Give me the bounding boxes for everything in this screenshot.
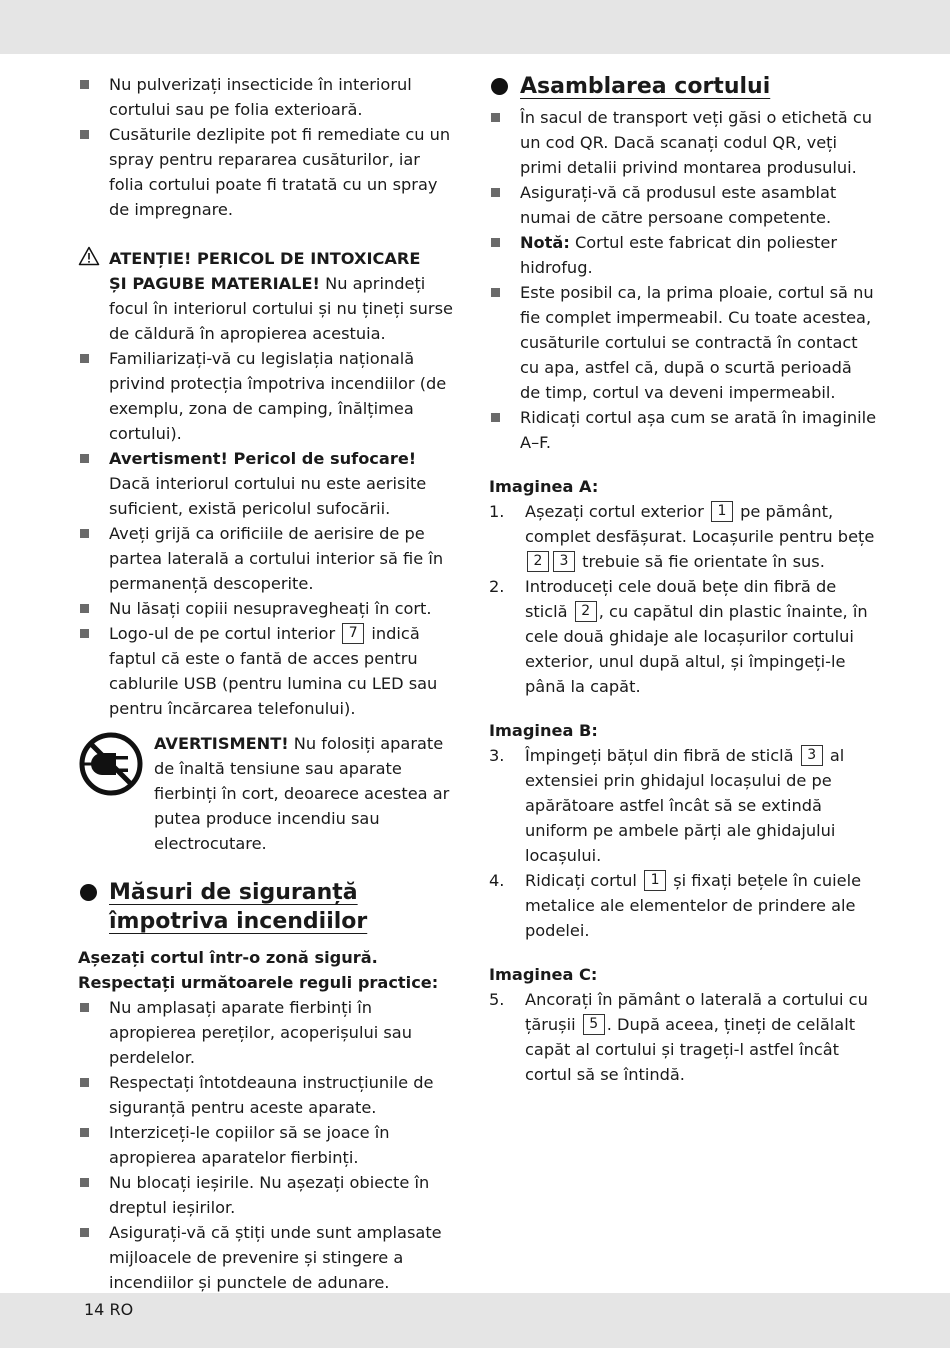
- step-item: [489, 574, 877, 699]
- item-text: Logo-ul de pe cortul interior: [109, 624, 341, 643]
- part-reference-box: 1: [644, 870, 666, 891]
- part-reference-box: 5: [583, 1014, 605, 1035]
- safety-bullet-list: [78, 346, 458, 721]
- image-a-steps: [489, 499, 877, 699]
- step-item: [489, 499, 877, 574]
- list-item: Asigurați-vă că știți unde sunt amplasate mijloacele de prevenire și stingere a incendiilor și punctele de adunare.: [78, 1220, 458, 1295]
- section-dot-icon: [80, 884, 97, 901]
- suffocation-warning-title: Avertisment! Pericol de sufocare!: [109, 449, 417, 468]
- image-c-steps: [489, 987, 877, 1087]
- fire-rules-list: [78, 995, 458, 1295]
- electric-warning-text: Nu folosiți aparate de înaltă tensiune sau aparate fierbinți în cort, deoarece acestea ar putea produce incendiu sau electrocutare.: [154, 734, 450, 853]
- step-text: trebuie să fie orientate în sus.: [577, 552, 825, 571]
- step-item: [489, 743, 877, 868]
- page-footer-band: [0, 1293, 950, 1348]
- part-reference-box: 7: [342, 623, 364, 644]
- list-item: Familiarizați-vă cu legislația națională privind protecția împotriva incendiilor (de exemplu, zona de camping, înălțimea cortului).: [78, 346, 458, 446]
- image-c-heading: Imaginea C:: [489, 965, 598, 984]
- step-text: și fixați bețele în cuiele metalice ale elementelor de prindere ale podelei.: [525, 871, 862, 940]
- list-item: În sacul de transport veți găsi o etichetă cu un cod QR. Dacă scanați codul QR, veți primi detalii privind montarea produsului.: [489, 105, 877, 180]
- suffocation-warning-text: Dacă interiorul cortului nu este aerisite suficient, există pericolul sufocării.: [109, 474, 427, 518]
- step-item: [489, 868, 877, 943]
- warning-triangle-icon: [78, 246, 100, 266]
- warning-intoxication: [78, 246, 458, 346]
- part-reference-box: 1: [711, 501, 733, 522]
- part-reference-box: 2: [527, 551, 549, 572]
- list-item: Nu amplasați aparate fierbinți în apropierea pereților, acoperișului sau perdelelor.: [78, 995, 458, 1070]
- section-title-line2: împotriva incendiilor: [109, 909, 368, 934]
- step-item: [489, 987, 877, 1087]
- subheading: Așezați cortul într-o zonă sigură.: [78, 948, 378, 967]
- warning-electric: [78, 731, 458, 856]
- warning-title-line1: ATENȚIE! PERICOL DE INTOXICARE: [109, 249, 421, 268]
- step-text: Așezați cortul exterior: [525, 502, 709, 521]
- step-text: Împingeți bățul din fibră de sticlă: [525, 746, 799, 765]
- part-reference-box: 2: [575, 601, 597, 622]
- list-item: [78, 621, 458, 721]
- image-a-heading: Imaginea A:: [489, 477, 599, 496]
- right-column: [489, 72, 877, 1087]
- page-number: 14 RO: [84, 1300, 134, 1319]
- section-title-line1: Măsuri de siguranță: [109, 880, 358, 905]
- section-title: Asamblarea cortului: [520, 74, 771, 99]
- list-item: Nu blocați ieșirile. Nu așezați obiecte în dreptul ieșirilor.: [78, 1170, 458, 1220]
- intro-bullet-list: [78, 72, 458, 222]
- warning-text: Nu aprindeți focul în interiorul cortului și nu țineți surse de căldură în apropierea acestuia.: [109, 274, 453, 343]
- warning-title-line2: ȘI PAGUBE MATERIALE!: [109, 274, 320, 293]
- step-text: Ancorați în pământ o laterală a cortului cu țărușii: [525, 990, 868, 1034]
- list-item: Este posibil ca, la prima ploaie, cortul să nu fie complet impermeabil. Cu toate acestea, cusăturile cortului se contractă în contact cu apa, astfel că, după o scurtă perioadă de timp, cortul va deveni impermeabil.: [489, 280, 877, 405]
- section-heading-fire-safety: [78, 878, 458, 936]
- part-reference-box: 3: [801, 745, 823, 766]
- step-text: al extensiei prin ghidajul locașului de pe apărătoare astfel încât să se extindă uniform pe ambele părți ale ghidajului locașului.: [525, 746, 845, 865]
- step-number: 2.: [489, 577, 505, 596]
- step-text: , cu capătul din plastic înainte, în cele două ghidaje ale locașurilor cortului exterior, unul după altul, și împingeți-le până la capăt.: [525, 602, 868, 696]
- section-heading-assembly: [489, 72, 877, 101]
- left-column: [78, 72, 458, 1295]
- step-text: pe pământ, complet desfășurat. Locașurile pentru bețe: [525, 502, 875, 546]
- step-text: . După aceea, țineți de celălalt capăt al cortului și trageți-l astfel încât cortul să se întindă.: [525, 1015, 856, 1084]
- step-number: 4.: [489, 871, 505, 890]
- list-item: Asigurați-vă că produsul este asamblat numai de către persoane competente.: [489, 180, 877, 230]
- section-dot-icon: [491, 78, 508, 95]
- step-number: 1.: [489, 502, 505, 521]
- note-label: Notă:: [520, 233, 570, 252]
- list-item: [78, 446, 458, 521]
- step-number: 5.: [489, 990, 505, 1009]
- note-text: Cortul este fabricat din poliester hidrofug.: [520, 233, 837, 277]
- list-item: Interziceți-le copiilor să se joace în apropierea aparatelor fierbinți.: [78, 1120, 458, 1170]
- electric-warning-title: AVERTISMENT!: [154, 734, 289, 753]
- subheading: Respectați următoarele reguli practice:: [78, 973, 439, 992]
- page-header-band: [0, 0, 950, 54]
- image-b-heading: Imaginea B:: [489, 721, 598, 740]
- list-item: [489, 230, 877, 280]
- item-text: indică faptul că este o fantă de acces pentru cablurile USB (pentru lumina cu LED sau pentru încărcarea telefonului).: [109, 624, 438, 718]
- list-item: Nu lăsați copiii nesupravegheați în cort.: [78, 596, 458, 621]
- no-electric-plug-icon: [78, 731, 144, 797]
- list-item: Nu pulverizați insecticide în interiorul cortului sau pe folia exterioară.: [78, 72, 458, 122]
- assembly-bullet-list: [489, 105, 877, 455]
- part-reference-box: 3: [553, 551, 575, 572]
- list-item: Aveți grijă ca orificiile de aerisire de pe partea laterală a cortului interior să fie în permanență descoperite.: [78, 521, 458, 596]
- list-item: Cusăturile dezlipite pot fi remediate cu un spray pentru repararea cusăturilor, iar folia cortului poate fi tratată cu un spray de impregnare.: [78, 122, 458, 222]
- list-item: Respectați întotdeauna instrucțiunile de siguranță pentru aceste aparate.: [78, 1070, 458, 1120]
- list-item: Ridicați cortul așa cum se arată în imaginile A–F.: [489, 405, 877, 455]
- image-b-steps: [489, 743, 877, 943]
- step-number: 3.: [489, 746, 505, 765]
- step-text: Ridicați cortul: [525, 871, 643, 890]
- step-text: Introduceți cele două bețe din fibră de sticlă: [525, 577, 837, 621]
